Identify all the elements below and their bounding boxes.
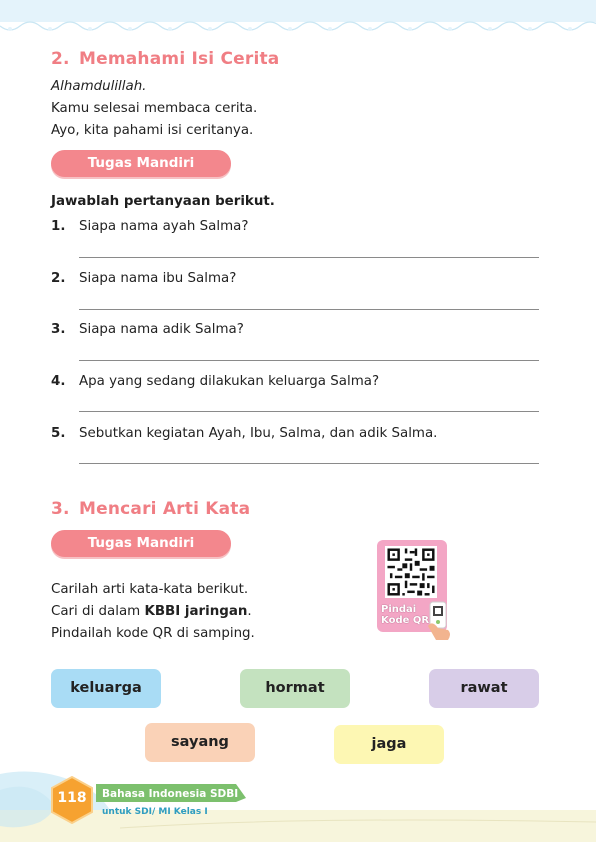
word-box-hormat — [240, 669, 350, 708]
instr-line-3: Pindailah kode QR di samping. — [51, 626, 255, 641]
word-text: sayang — [171, 734, 229, 750]
intro-line-3: Ayo, kita pahami isi ceritanya. — [51, 123, 254, 138]
section-2-title-text: Memahami Isi Cerita — [79, 49, 280, 69]
question-number: 1. — [51, 219, 66, 234]
question-2 — [51, 271, 236, 286]
word-box-jaga — [334, 725, 444, 764]
kbbi-link-text: KBBI jaringan — [144, 604, 248, 619]
instr-line-2-prefix: Cari di dalam — [51, 604, 145, 619]
question-text: Siapa nama ibu Salma? — [79, 271, 237, 286]
question-text: Siapa nama ayah Salma? — [79, 219, 249, 234]
word-text: hormat — [265, 680, 325, 696]
question-number: 3. — [51, 322, 66, 337]
question-5 — [51, 426, 437, 441]
tugas-mandiri-badge-1: Tugas Mandiri — [51, 150, 231, 177]
instruction-text: Jawablah pertanyaan berikut. — [51, 194, 275, 209]
word-box-sayang — [145, 723, 255, 762]
top-lace-border — [0, 20, 596, 36]
word-box-rawat — [429, 669, 539, 708]
book-title: Bahasa Indonesia SDBI — [102, 788, 239, 800]
word-text: jaga — [371, 736, 407, 752]
question-text: Sebutkan kegiatan Ayah, Ibu, Salma, dan adik Salma. — [79, 426, 438, 441]
question-text: Siapa nama adik Salma? — [79, 322, 244, 337]
section-3-title-text: Mencari Arti Kata — [79, 499, 251, 519]
question-number: 2. — [51, 271, 66, 286]
word-box-keluarga — [51, 669, 161, 708]
section-2-title — [51, 49, 279, 69]
top-band — [0, 0, 596, 22]
section-3-number: 3. — [51, 499, 70, 519]
qr-label — [381, 604, 429, 626]
section-3-title — [51, 499, 250, 519]
instr-line-1: Carilah arti kata-kata berikut. — [51, 582, 249, 597]
question-1 — [51, 219, 248, 234]
book-subtitle: untuk SDI/ MI Kelas I — [102, 807, 208, 817]
word-text: keluarga — [70, 680, 142, 696]
question-text: Apa yang sedang dilakukan keluarga Salma? — [79, 374, 380, 389]
qr-label-line-2: Kode QR — [381, 615, 430, 626]
answer-line-1[interactable] — [79, 257, 539, 258]
instr-line-2-suffix: . — [247, 604, 252, 619]
question-4 — [51, 374, 379, 389]
answer-line-3[interactable] — [79, 360, 539, 361]
answer-line-2[interactable] — [79, 309, 539, 310]
intro-line-1: Alhamdulillah. — [51, 79, 147, 94]
word-text: rawat — [460, 680, 508, 696]
answer-line-4[interactable] — [79, 411, 539, 412]
question-3 — [51, 322, 244, 337]
answer-line-5[interactable] — [79, 463, 539, 464]
page-number: 118 — [57, 790, 87, 806]
phone-hand-icon — [426, 600, 454, 642]
qr-label-line-1: Pindai — [381, 604, 417, 615]
section-2-number: 2. — [51, 49, 70, 69]
question-number: 4. — [51, 374, 66, 389]
section-2-intro — [51, 76, 257, 142]
intro-line-2: Kamu selesai membaca cerita. — [51, 101, 258, 116]
section-3-instructions — [51, 579, 255, 645]
question-number: 5. — [51, 426, 66, 441]
qr-code-icon[interactable] — [385, 546, 437, 598]
instr-line-2 — [51, 601, 255, 623]
tugas-mandiri-badge-2: Tugas Mandiri — [51, 530, 231, 557]
